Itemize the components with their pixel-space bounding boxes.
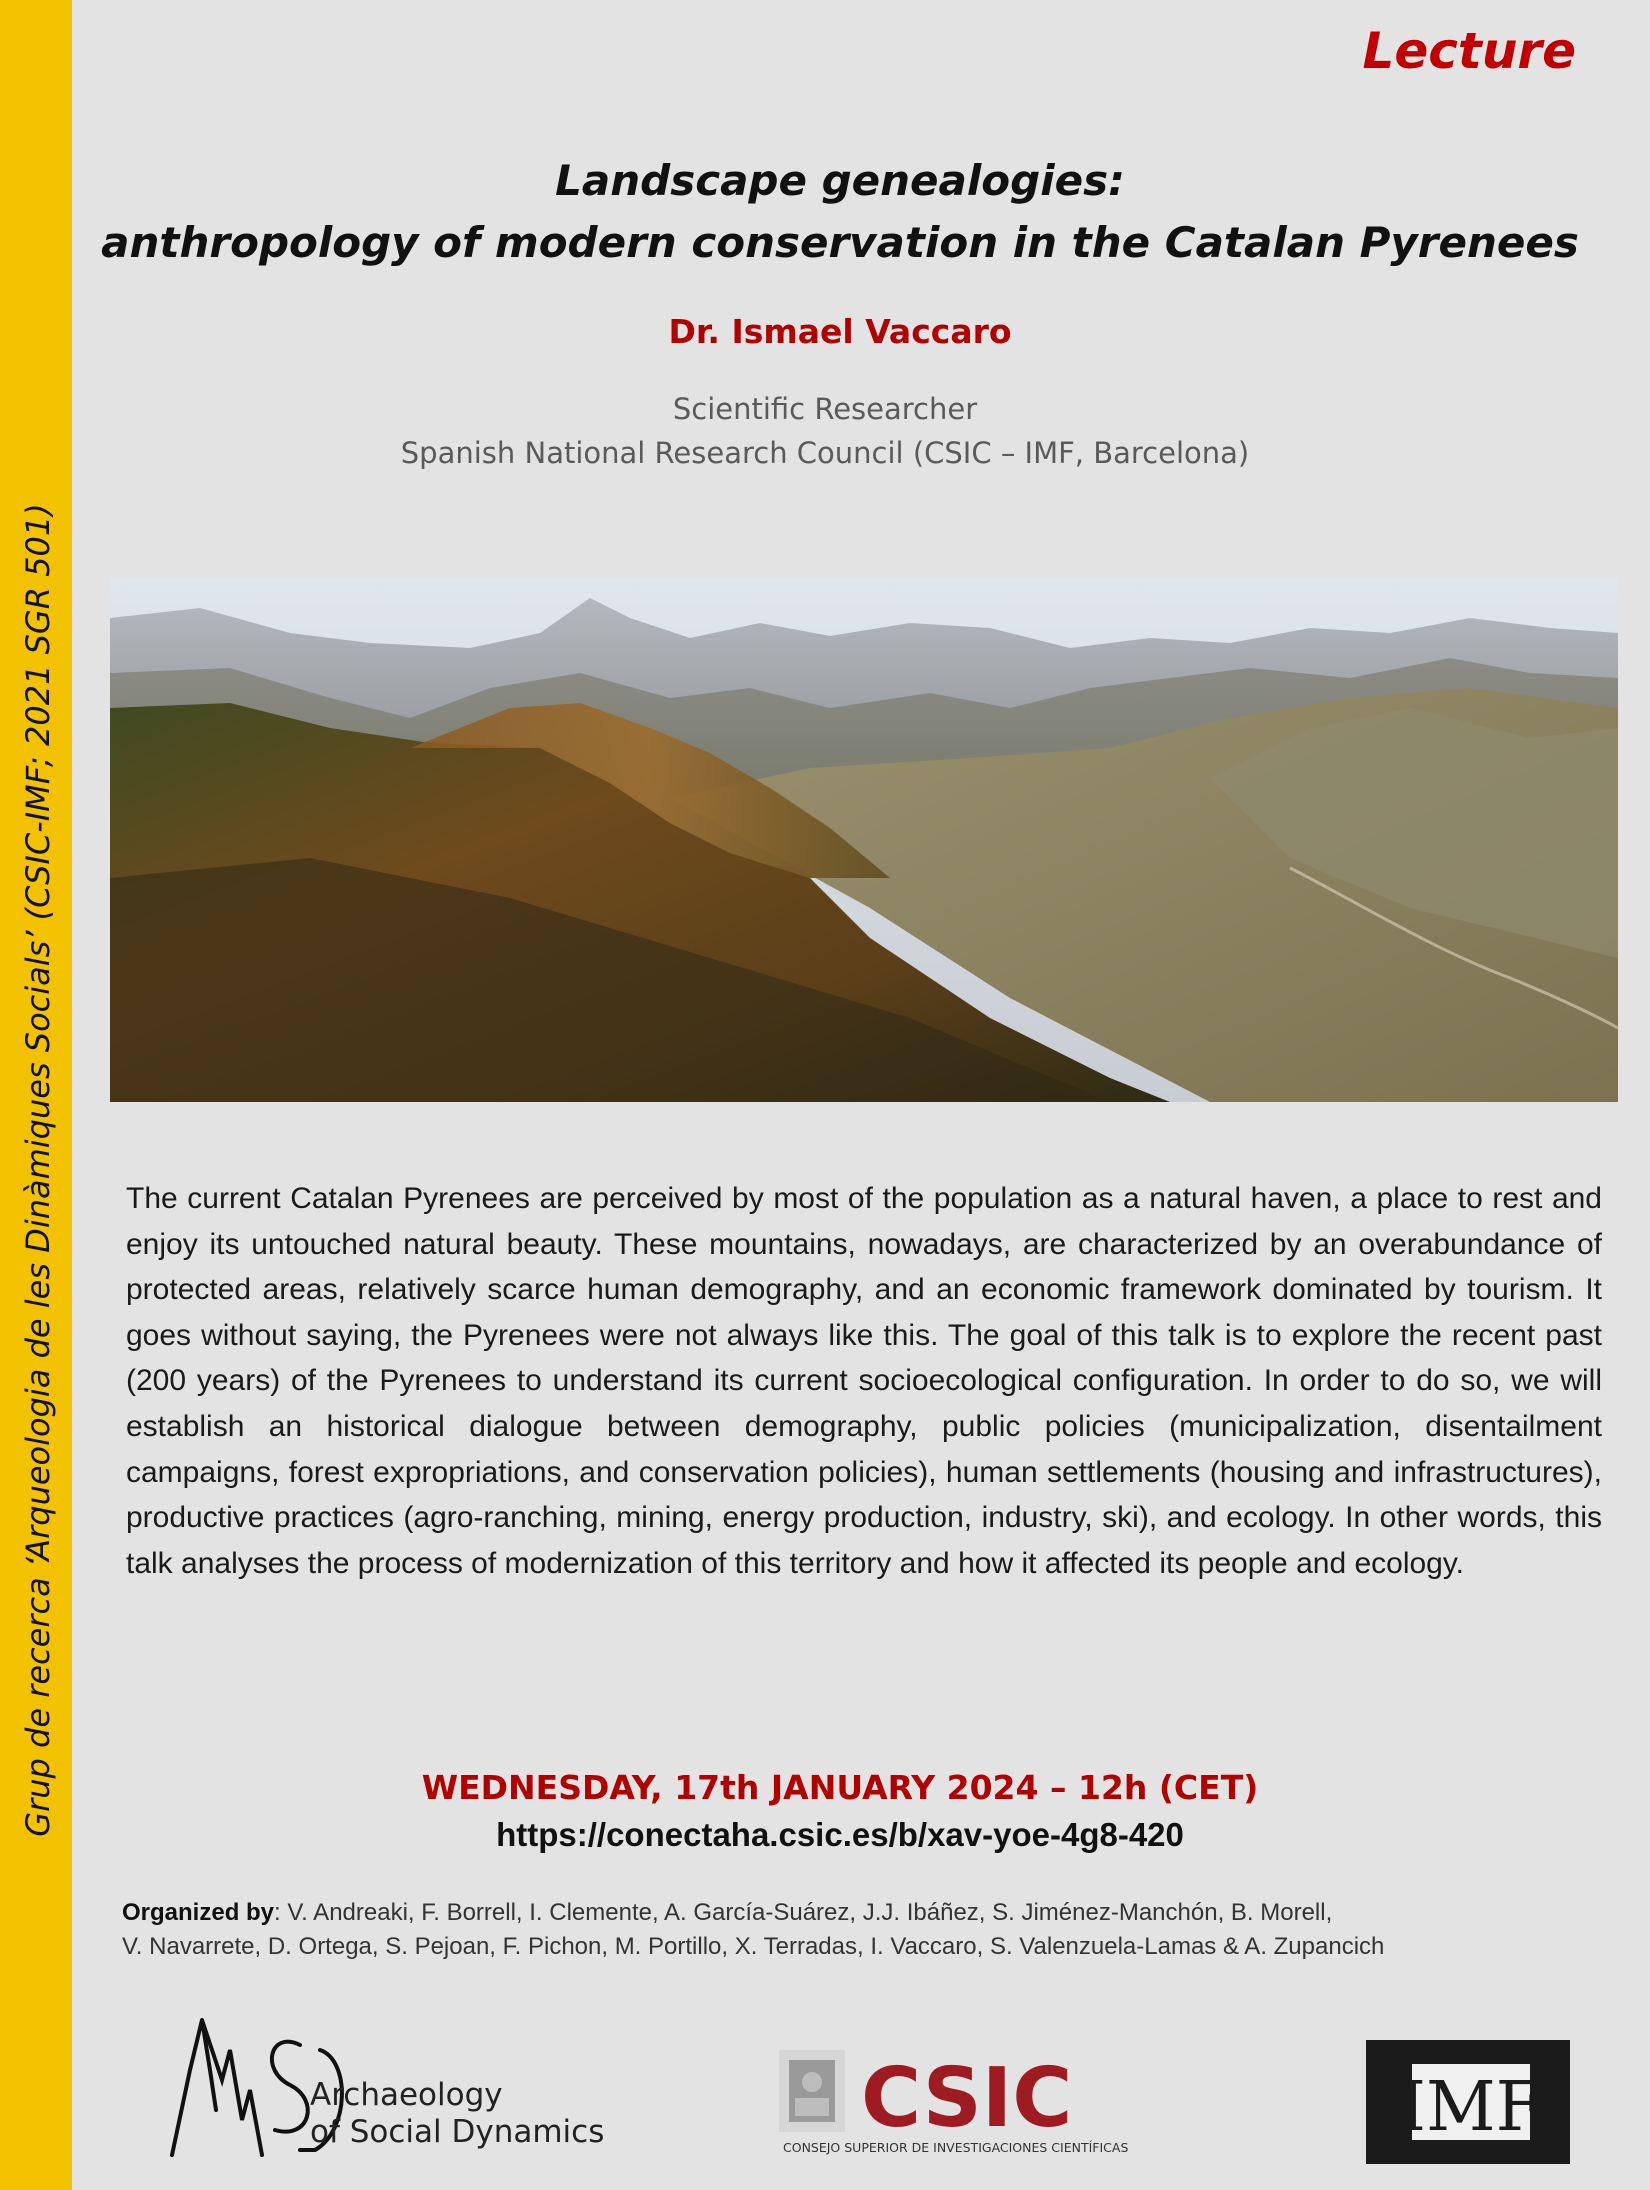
organizers-names-line-2: V. Navarrete, D. Ortega, S. Pejoan, F. Pichon, M. Portillo, X. Terradas, I. Vaccaro, S. Valenzuela-Lamas & A. Zupancich bbox=[122, 1933, 1385, 1960]
organizers-label: Organized by bbox=[122, 1899, 275, 1926]
csic-logo-subtitle: CONSEJO SUPERIOR DE INVESTIGACIONES CIENTÍFICAS bbox=[783, 2140, 1129, 2155]
organizers-block bbox=[122, 1896, 1622, 1964]
imf-logo bbox=[1366, 2040, 1570, 2164]
asd-logo-line-1: Archaeology bbox=[310, 2077, 503, 2113]
csic-logo bbox=[775, 2048, 1155, 2158]
asd-logo-line-2: of Social Dynamics bbox=[310, 2114, 605, 2150]
event-url-link[interactable]: https://conectaha.csic.es/b/xav-yoe-4g8-420 bbox=[496, 1816, 1184, 1853]
speaker-name: Dr. Ismael Vaccaro bbox=[668, 312, 1012, 351]
research-group-label: Grup de recerca ‘Arqueologia de les Dinàmiques Socials’ (CSIC-IMF; 2021 SGR 501) bbox=[19, 503, 57, 1837]
lecture-abstract: The current Catalan Pyrenees are perceived by most of the population as a natural haven, a place to rest and enjoy its untouched natural beauty. These mountains, nowadays, are characterized by an overabundance of protected areas, relatively scarce human demography, and an economic framework dominated by tourism. It goes without saying, the Pyrenees were not always like this. The goal of this talk is to explore the recent past (200 years) of the Pyrenees to understand its current socioecological configuration. In order to do so, we will establish an historical dialogue between demography, public policies (municipalization, disentailment campaigns, forest expropriations, and conservation policies), human settlements (housing and infrastructures), productive practices (agro-ranching, mining, energy production, industry, ski), and ecology. In other words, this talk analyses the process of modernization of this territory and how it affected its people and ecology. bbox=[126, 1182, 1602, 1580]
lecture-title-line-1: Landscape genealogies: bbox=[555, 156, 1125, 205]
document-type-label: Lecture bbox=[1362, 22, 1576, 80]
archaeology-social-dynamics-logo bbox=[150, 1990, 605, 2170]
imf-logo-text: IMF bbox=[1399, 2068, 1543, 2147]
sidebar-band bbox=[0, 0, 72, 2190]
lecture-title-line-2: anthropology of modern conservation in the Catalan Pyrenees bbox=[101, 218, 1579, 267]
speaker-institution: Spanish National Research Council (CSIC – IMF, Barcelona) bbox=[400, 436, 1250, 470]
organizers-names-line-1: : V. Andreaki, F. Borrell, I. Clemente, A. García-Suárez, J.J. Ibáñez, S. Jiménez-Manchón, B. Morell, bbox=[274, 1899, 1333, 1926]
speaker-role: Scientific Researcher bbox=[672, 392, 978, 426]
pyrenees-landscape-photo bbox=[110, 578, 1618, 1102]
event-date-time: WEDNESDAY, 17th JANUARY 2024 – 12h (CET) bbox=[421, 1768, 1259, 1807]
csic-logo-text: CSIC bbox=[861, 2051, 1073, 2146]
